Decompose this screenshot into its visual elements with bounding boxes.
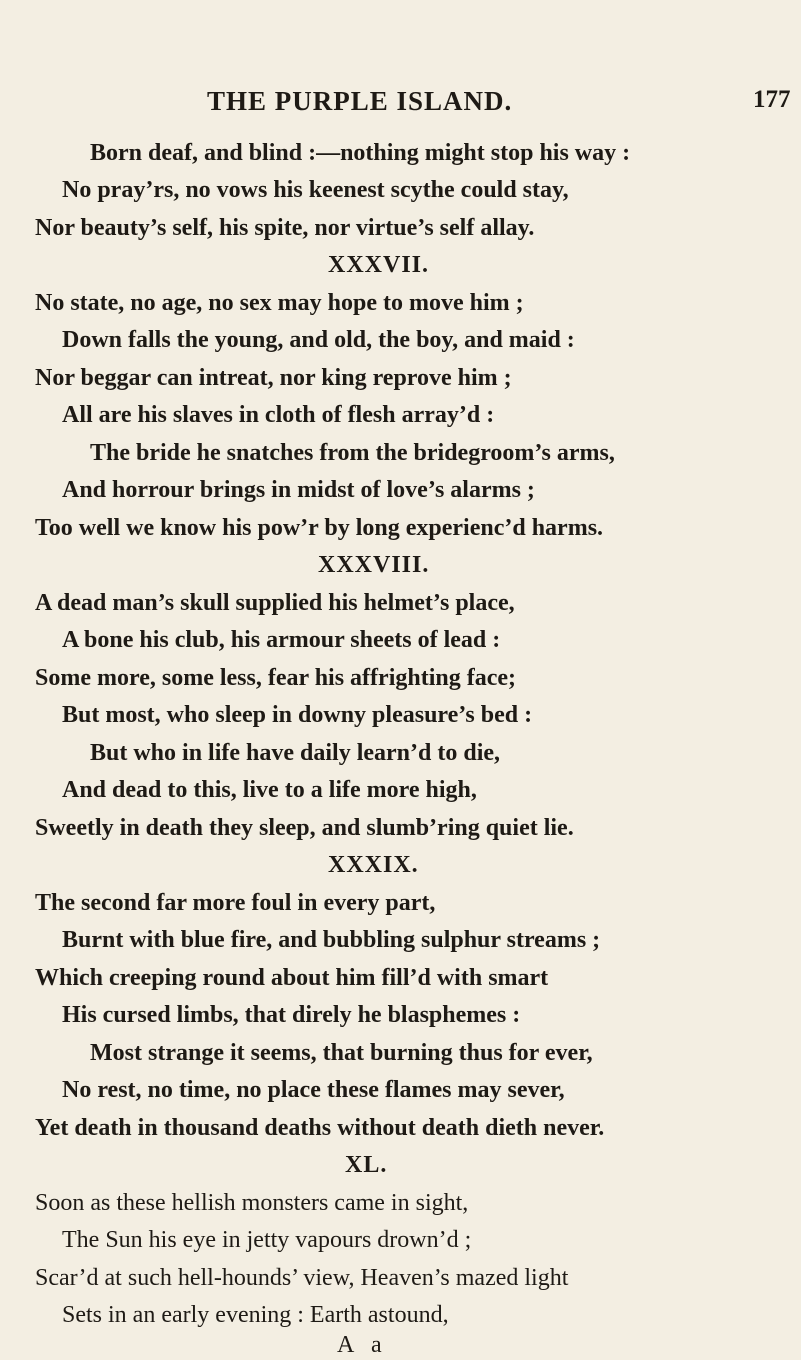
running-title: THE PURPLE ISLAND. (207, 86, 513, 116)
verse-line: Sets in an early evening : Earth astound, (62, 1302, 449, 1328)
verse-line: Nor beggar can intreat, nor king reprove him ; (35, 365, 512, 391)
stanza-number: XXXVII. (328, 252, 430, 278)
verse-line: Which creeping round about him fill’d with smart (35, 965, 549, 991)
verse-line: A bone his club, his armour sheets of lead : (62, 627, 501, 653)
verse-line: Most strange it seems, that burning thus for ever, (90, 1040, 593, 1066)
verse-line: Some more, some less, fear his affrighting face; (35, 665, 517, 691)
verse-line: Sweetly in death they sleep, and slumb’ring quiet lie. (35, 815, 574, 841)
verse-line: Burnt with blue fire, and bubbling sulphur streams ; (62, 927, 601, 953)
verse-line: But who in life have daily learn’d to die, (90, 740, 501, 766)
verse-line: And dead to this, live to a life more high, (62, 777, 477, 803)
verse-line: The Sun his eye in jetty vapours drown’d ; (62, 1227, 472, 1253)
verse-line: Born deaf, and blind :—nothing might stop his way : (90, 140, 631, 166)
stanza-number: XL. (345, 1152, 388, 1178)
verse-line: Yet death in thousand deaths without death dieth never. (35, 1115, 605, 1141)
verse-line: No rest, no time, no place these flames may sever, (62, 1077, 565, 1103)
verse-line: No state, no age, no sex may hope to move him ; (35, 290, 524, 316)
verse-line: Scar’d at such hell-hounds’ view, Heaven’s mazed light (35, 1265, 569, 1291)
verse-line: But most, who sleep in downy pleasure’s bed : (62, 702, 533, 728)
verse-line: His cursed limbs, that direly he blasphemes : (62, 1002, 521, 1028)
stanza-number: XXXVIII. (318, 552, 430, 578)
verse-line: The bride he snatches from the bridegroom’s arms, (90, 440, 615, 466)
verse-line: And horrour brings in midst of love’s alarms ; (62, 477, 535, 503)
verse-line: A dead man’s skull supplied his helmet’s place, (35, 590, 515, 616)
verse-line: Nor beauty’s self, his spite, nor virtue’s self allay. (35, 215, 535, 241)
verse-line: Down falls the young, and old, the boy, and maid : (62, 327, 575, 353)
running-head (0, 86, 801, 126)
verse-line: All are his slaves in cloth of flesh array’d : (62, 402, 495, 428)
verse-line: Too well we know his pow’r by long experienc’d harms. (35, 515, 604, 541)
verse-line: Soon as these hellish monsters came in sight, (35, 1190, 469, 1216)
verse-line: No pray’rs, no vows his keenest scythe could stay, (62, 177, 569, 203)
signature-mark: A a (337, 1332, 388, 1358)
page-number: 177 (753, 86, 791, 113)
stanza-number: XXXIX. (328, 852, 419, 878)
verse-line: The second far more foul in every part, (35, 890, 436, 916)
